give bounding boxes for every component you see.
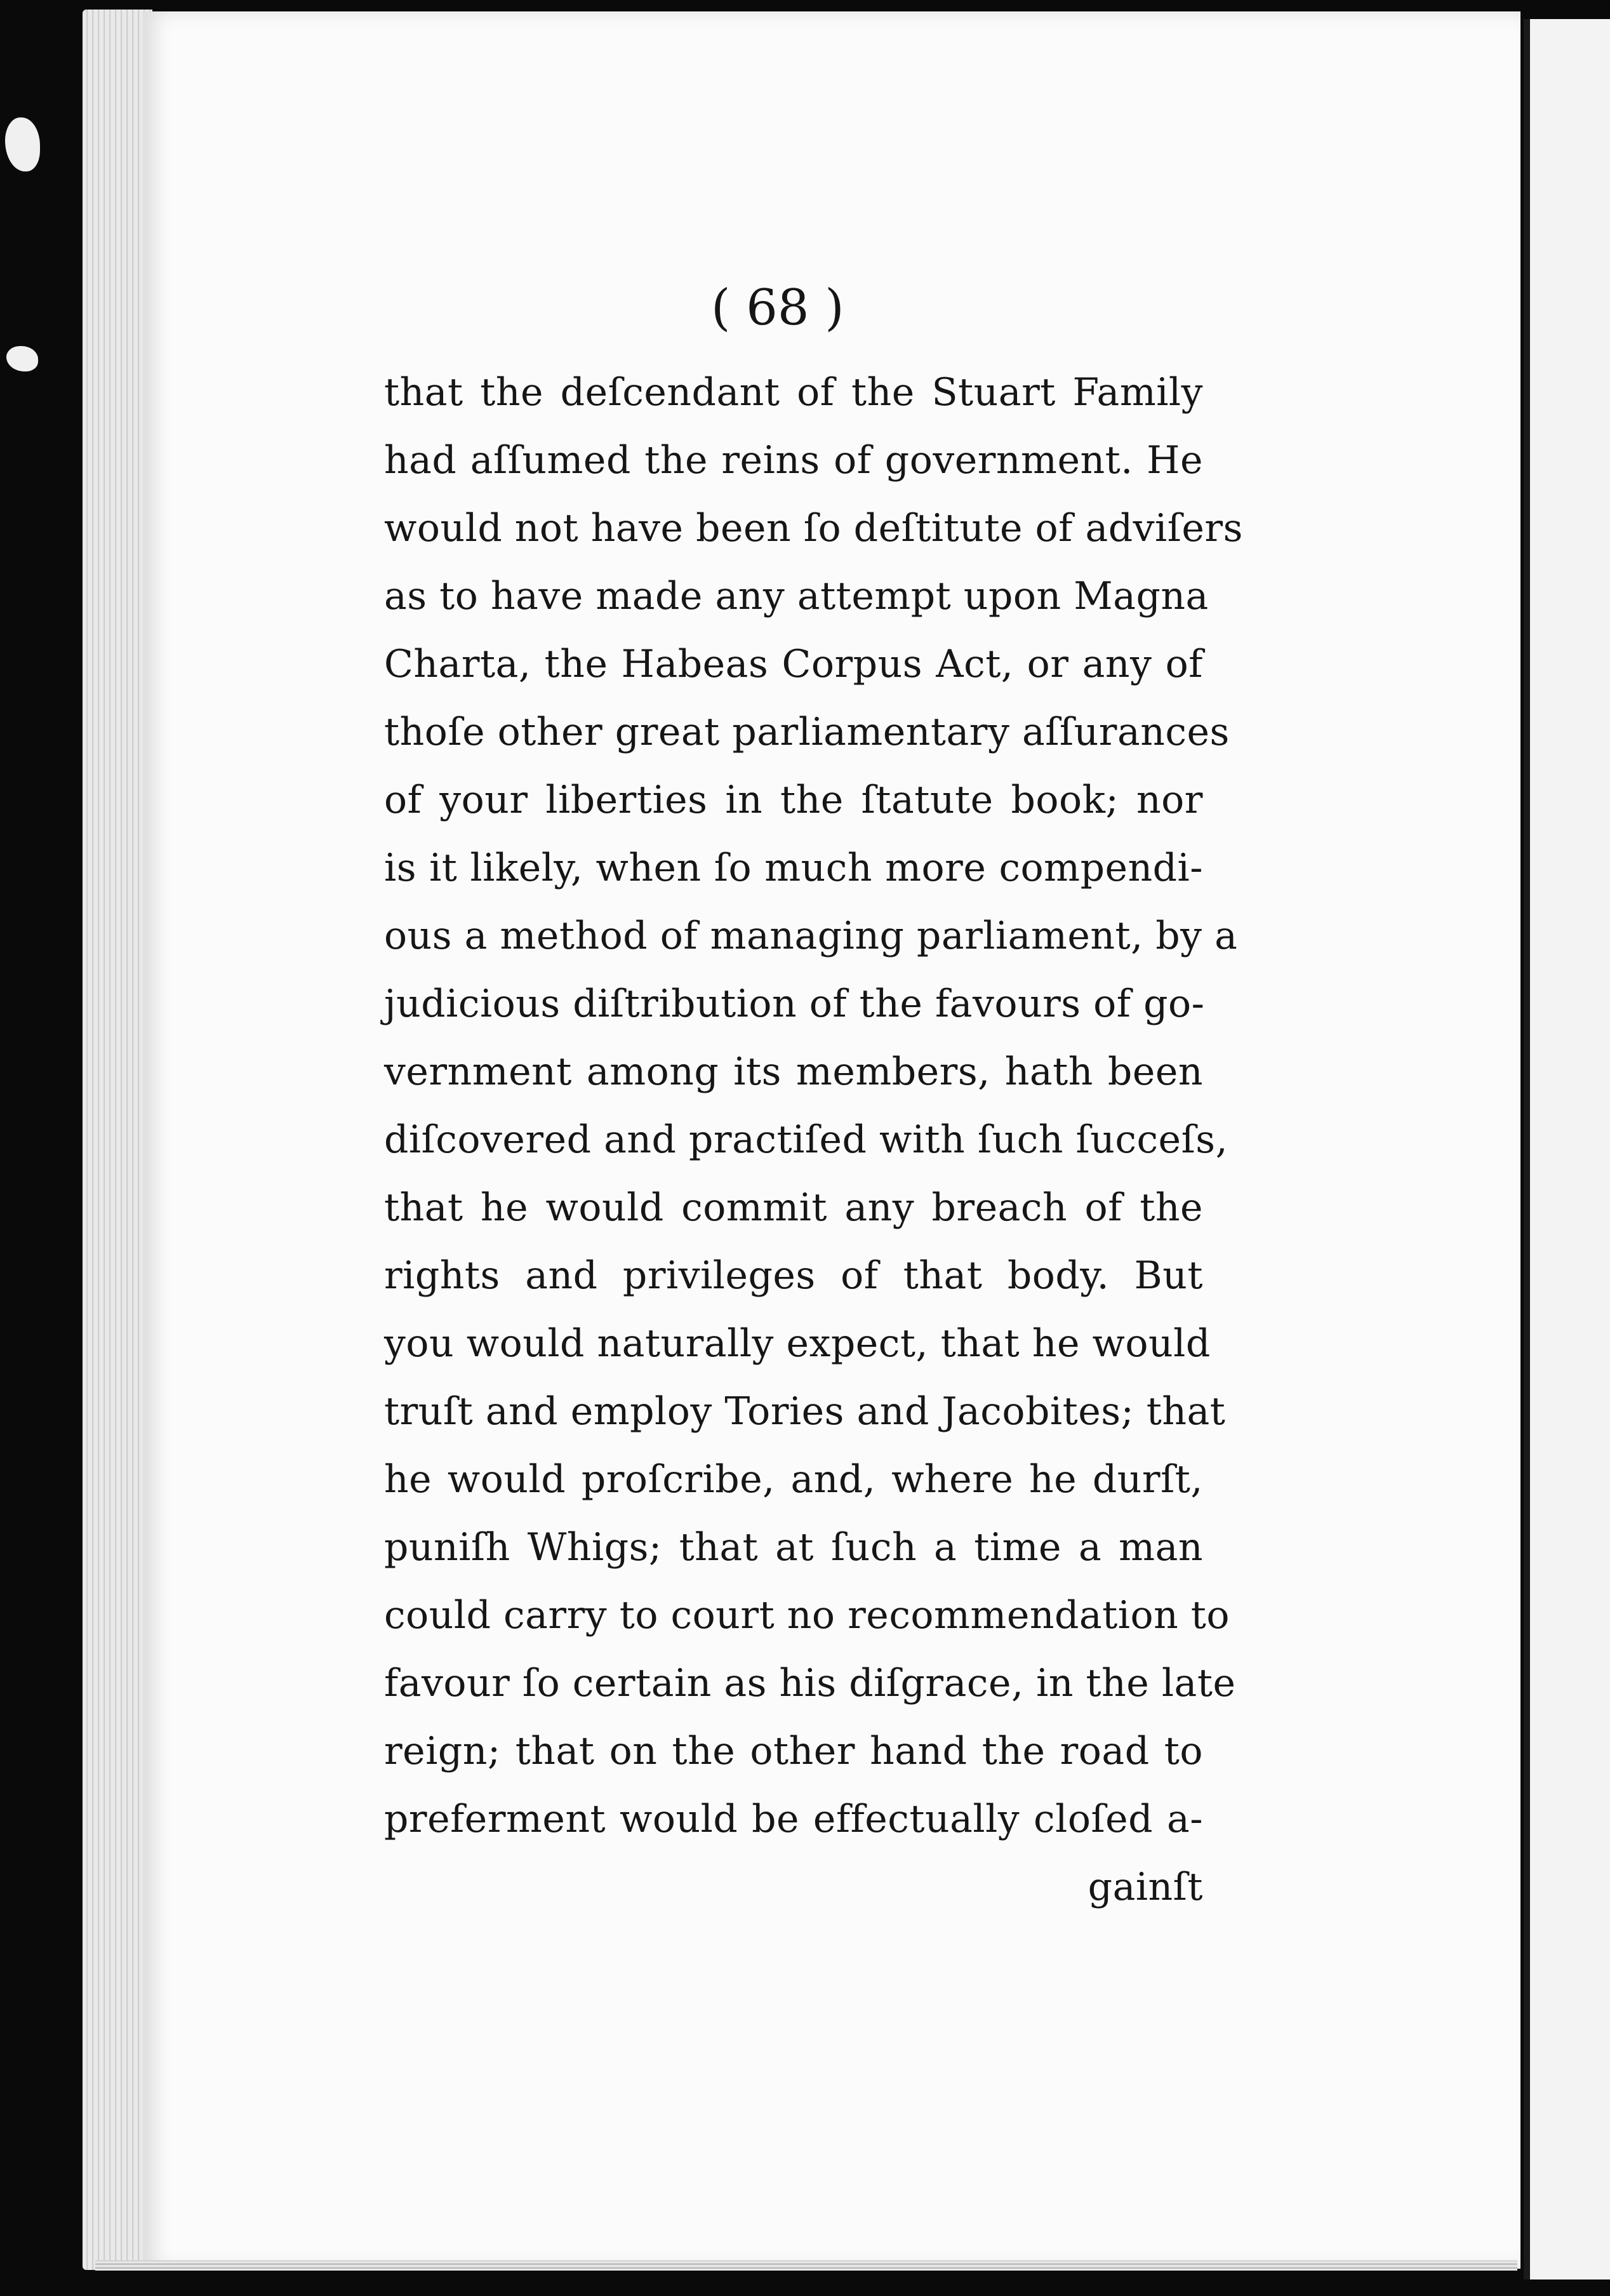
text-line: judicious diſtribution of the favours of go- bbox=[384, 982, 1205, 1026]
text-line: thoſe other great parliamentary aſſurances bbox=[384, 710, 1230, 754]
page-stack-edge bbox=[83, 10, 152, 2270]
page-bottom-edge bbox=[95, 2260, 1517, 2271]
text-line: that he would commit any breach of the bbox=[384, 1185, 1203, 1230]
text-line: you would naturally expect, that he would bbox=[384, 1321, 1211, 1366]
text-line: is it likely, when ſo much more compendi- bbox=[384, 846, 1203, 890]
text-line: puniſh Whigs; that at ſuch a time a man bbox=[384, 1525, 1203, 1570]
text-line: ous a method of managing parliament, by a bbox=[384, 914, 1238, 958]
text-line: rights and privileges of that body. But bbox=[384, 1253, 1203, 1298]
text-line: preferment would be effectually cloſed a- bbox=[384, 1797, 1203, 1841]
text-line: he would proſcribe, and, where he durſt, bbox=[384, 1457, 1203, 1502]
page-text bbox=[384, 359, 1243, 1921]
text-line: diſcovered and practiſed with ſuch ſucceſs, bbox=[384, 1118, 1228, 1162]
text-line: reign; that on the other hand the road to bbox=[384, 1729, 1203, 1773]
page-number: ( 68 ) bbox=[711, 279, 844, 337]
text-line: Charta, the Habeas Corpus Act, or any of bbox=[384, 642, 1203, 686]
text-line: would not have been ſo deſtitute of adviſers bbox=[384, 506, 1243, 551]
text-line: that the deſcendant of the Stuart Family bbox=[384, 370, 1203, 415]
text-line: had aſſumed the reins of government. He bbox=[384, 438, 1203, 483]
catchword: gainſt bbox=[1088, 1865, 1203, 1909]
text-line: could carry to court no recommendation to bbox=[384, 1593, 1230, 1638]
ink-stain bbox=[5, 117, 40, 171]
ink-stain bbox=[6, 346, 38, 371]
text-line: of your liberties in the ſtatute book; nor bbox=[384, 778, 1203, 822]
text-line: as to have made any attempt upon Magna bbox=[384, 574, 1209, 618]
facing-page bbox=[1524, 19, 1610, 2279]
text-line: truſt and employ Tories and Jacobites; that bbox=[384, 1389, 1226, 1434]
text-line: vernment among its members, hath been bbox=[384, 1050, 1203, 1094]
text-line: favour ſo certain as his diſgrace, in the late bbox=[384, 1661, 1236, 1705]
